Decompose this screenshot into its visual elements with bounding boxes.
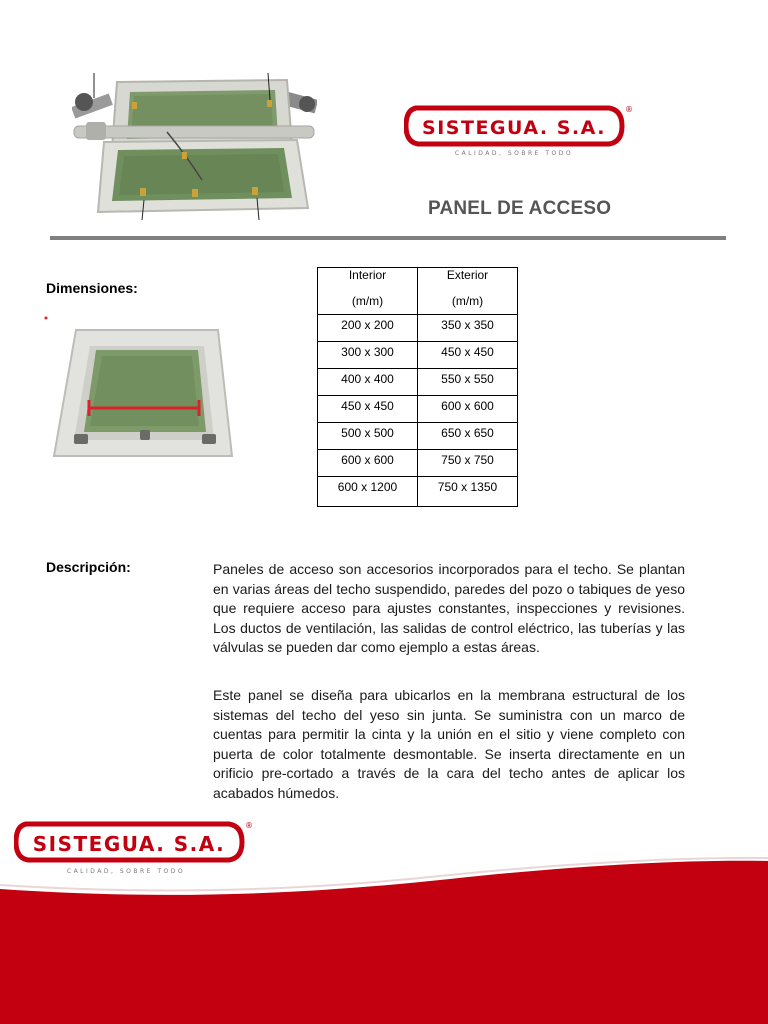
logo-wordmark: SISTEGUA. S.A. (32, 832, 226, 856)
description-label: Descripción: (46, 559, 131, 575)
logo-wordmark: SISTEGUA. S.A. (422, 117, 606, 139)
table-row: 200 x 200 350 x 350 (318, 315, 518, 342)
table-row: 600 x 1200 750 x 1350 (318, 477, 518, 507)
logo-tagline: CALIDAD, SOBRE TODO (454, 150, 574, 157)
description-paragraph: Este panel se diseña para ubicarlos en la membrana estructural de los sistemas del techo del yeso sin junta. Se suministra con un marco de cuentas para permitir la cinta y la unión en el sitio y viene completo con puerta de color totalmente desmontable. Se inserta directamente en un orificio pre-cortado a través de la cara del techo antes de aplicar los acabados húmedos. (213, 687, 685, 801)
table-row: 450 x 450 600 x 600 (318, 396, 518, 423)
column-header-interior: Interior (m/m) (318, 268, 418, 315)
dimensions-table (317, 267, 518, 507)
page-title: PANEL DE ACCESO (428, 198, 612, 219)
table-row: 300 x 300 450 x 450 (318, 342, 518, 369)
footer-wave (0, 855, 768, 1024)
dimensions-label: Dimensiones: (46, 280, 138, 296)
column-header-exterior: Exterior (m/m) (418, 268, 518, 315)
table-header-row (318, 268, 518, 315)
divider (50, 236, 726, 240)
description-paragraph: Paneles de acceso son accesorios incorporados para el techo. Se plantan en varias áreas del techo suspendido, paredes del pozo o tabiques de yeso que requiere acceso para ajustes constantes, inspecciones y revisiones. Los ductos de ventilación, las salidas de control eléctrico, las tuberías y las válvulas se pueden dar como ejemplo a estas áreas. (213, 561, 685, 655)
svg-text:®: ® (625, 105, 633, 114)
panel-dimension-photo (44, 316, 236, 466)
table-row: 500 x 500 650 x 650 (318, 423, 518, 450)
svg-text:®: ® (245, 821, 253, 830)
logo-tagline: CALIDAD, SOBRE TODO (66, 868, 186, 875)
table-row: 600 x 600 750 x 750 (318, 450, 518, 477)
table-row: 400 x 400 550 x 550 (318, 369, 518, 396)
brand-logo-header (404, 100, 634, 158)
access-panel-photo (72, 70, 317, 220)
